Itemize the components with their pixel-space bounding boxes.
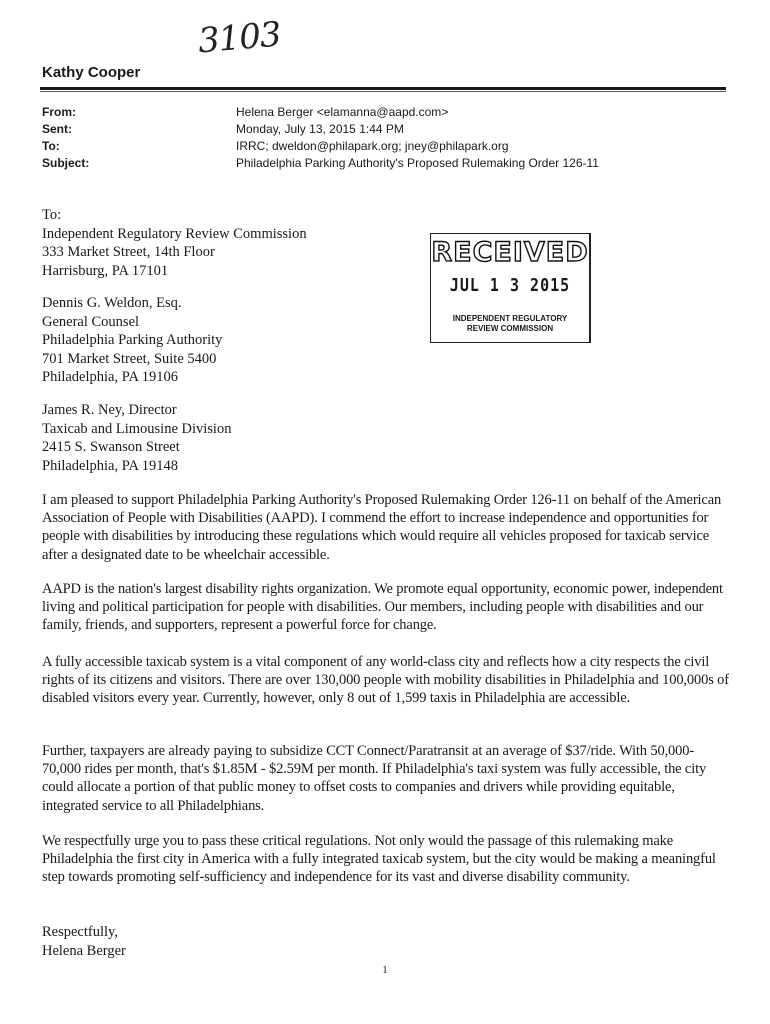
address-line: 333 Market Street, 14th Floor xyxy=(42,244,215,260)
to-value: IRRC; dweldon@philapark.org; jney@philapark.org xyxy=(236,139,509,153)
address-line: Independent Regulatory Review Commission xyxy=(42,225,307,242)
recipient-ney-block xyxy=(42,401,231,475)
address-line: Philadelphia, PA 19106 xyxy=(42,369,179,385)
header-rule-thin xyxy=(40,91,726,92)
address-line: 2415 S. Swanson Street xyxy=(42,439,180,455)
address-line: Philadelphia, PA 19148 xyxy=(42,457,179,474)
page-number: 1 xyxy=(382,964,388,976)
body-paragraph: We respectfully urge you to pass these critical regulations. Not only would the passage of this rulemaking make Philadelphia the first city in America with a fully integrated taxicab system, but the city would be making a meaningful step towards promoting self-sufficiency and independence for its vast and diverse disability community. xyxy=(42,833,716,886)
recipients-to-label: To: xyxy=(42,207,62,223)
stamp-org-line: INDEPENDENT REGULATORY xyxy=(452,314,568,323)
stamp-received-text: RECEIVED xyxy=(431,237,589,268)
body-paragraph: Further, taxpayers are already paying to subsidize CCT Connect/Paratransit at an average of $37/ride. With 50,000-70,000 rides per month, that's $1.85M - $2.59M per month. If Philadelphia's taxi system was fully accessible, the city could allocate a portion of that public money to offset costs to companies and drivers while providing equitable, integrated service to all Philadelphians. xyxy=(42,743,707,814)
body-paragraph: I am pleased to support Philadelphia Parking Authority's Proposed Rulemaking Order 126-11 on behalf of the American Association of People with Disabilities (AAPD). I commend the effort to increase independence and opportunities for people with disabilities by introducing these regulations which would require all vehicles proposed for taxicab service after a designated date to be wheelchair accessible. xyxy=(42,492,722,563)
stamp-org-line: REVIEW COMMISSION xyxy=(466,323,554,333)
address-line: Harrisburg, PA 17101 xyxy=(42,262,169,279)
handwritten-document-number: 3103 xyxy=(196,14,283,62)
closing-salutation: Respectfully, xyxy=(42,924,118,940)
from-label: From: xyxy=(42,105,76,119)
received-stamp xyxy=(430,233,591,343)
email-owner-name: Kathy Cooper xyxy=(42,64,141,81)
header-rule xyxy=(40,87,726,90)
closing-block xyxy=(42,923,126,960)
from-value: Helena Berger <elamanna@aapd.com> xyxy=(236,105,449,119)
body-paragraph: AAPD is the nation's largest disability rights organization. We promote equal opportunity, economic power, independent living and political participation for people with disabilities. Our members, including people with disabilities and our family, friends, and supporters, represent a powerful force for change. xyxy=(42,581,723,634)
subject-label: Subject: xyxy=(42,156,90,170)
stamp-date: JUL 1 3 2015 xyxy=(449,274,571,296)
closing-signature: Helena Berger xyxy=(42,942,126,959)
address-line: James R. Ney, Director xyxy=(42,402,177,418)
subject-value: Philadelphia Parking Authority's Proposed Rulemaking Order 126-11 xyxy=(236,156,599,170)
address-line: 701 Market Street, Suite 5400 xyxy=(42,350,217,367)
body-paragraph: A fully accessible taxicab system is a vital component of any world-class city and reflects how a city respects the civil rights of its citizens and visitors. There are over 130,000 people with mobility disabilities in Philadelphia and 100,000s of disabled visitors every year. Currently, however, only 8 out of 1,599 taxis in Philadelphia are accessible. xyxy=(42,654,729,707)
to-label: To: xyxy=(42,139,60,153)
sent-label: Sent: xyxy=(42,122,72,136)
address-line: Philadelphia Parking Authority xyxy=(42,332,223,348)
stamp-organization xyxy=(431,314,589,333)
recipient-irrc-block xyxy=(42,206,307,280)
address-line: Taxicab and Limousine Division xyxy=(42,420,232,437)
sent-value: Monday, July 13, 2015 1:44 PM xyxy=(236,122,404,136)
address-line: Dennis G. Weldon, Esq. xyxy=(42,295,182,311)
address-line: General Counsel xyxy=(42,313,140,330)
recipient-weldon-block xyxy=(42,294,222,387)
